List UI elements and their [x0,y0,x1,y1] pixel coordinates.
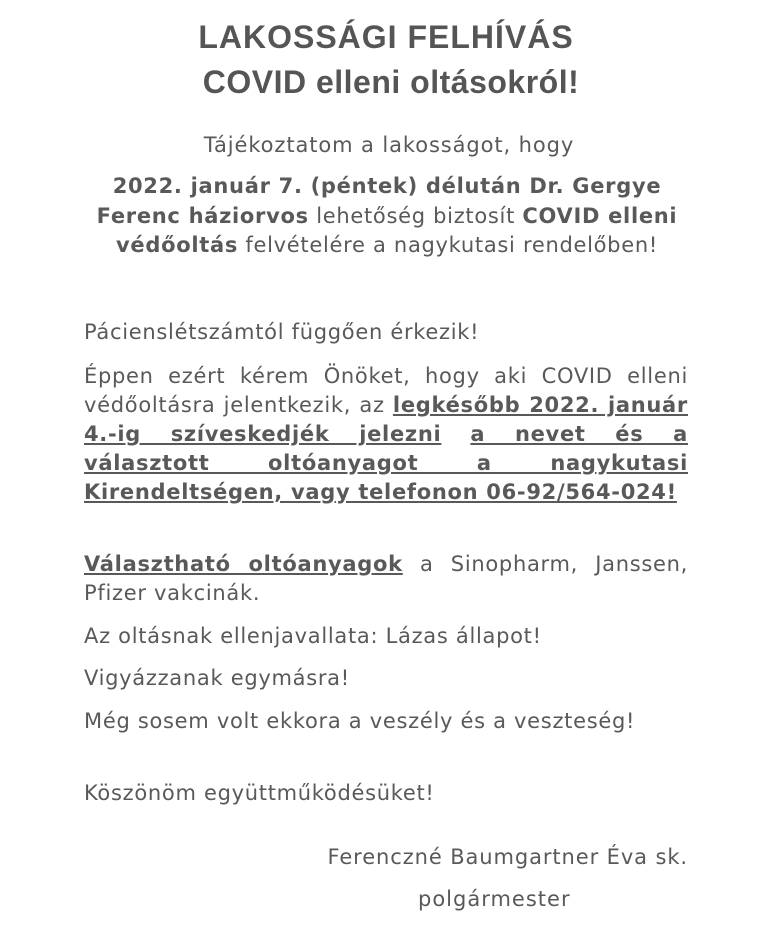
signature-role: polgármester [418,887,571,911]
paragraph-vaccines [84,550,688,608]
contact-instructions-text: a nevet és a választott oltóanyagot a nagykutasi Kirendeltségen, vagy telefonon 06-92/564-024! [84,422,688,504]
paragraph-patient-count: Pácienslétszámtól függően érkezik! [84,320,480,344]
paragraph-thanks: Köszönöm együttműködésüket! [84,781,435,805]
paragraph-danger: Még sosem volt ekkora a veszély és a veszteség! [84,709,636,733]
paragraph-contraindication: Az oltásnak ellenjavallata: Lázas állapot! [84,624,542,648]
intro-text: Tájékoztatom a lakosságot, hogy [203,133,575,157]
deadline-text: legkésőbb 2022. január 4.-ig szíveskedjék jelezni [84,393,688,446]
date-doctor-text: 2022. január 7. (péntek) délután Dr. Gergye Ferenc háziorvos [96,174,662,228]
registration-space [441,422,470,446]
announcement-mid-text: lehetőség biztosít [308,203,523,228]
title-line-2: COVID elleni oltásokról! [202,64,580,100]
announcement-tail-text: felvételére a nagykutasi rendelőben! [238,233,658,257]
title-line-1: LAKOSSÁGI FELHÍVÁS [198,19,574,55]
paragraph-registration [84,362,688,507]
vaccines-heading: Választható oltóanyagok [84,552,403,576]
announcement-block [84,172,690,261]
signature-name: Ferenczné Baumgartner Éva sk. [327,845,688,869]
vaccines-list-text: a Sinopharm, Janssen, Pfizer vakcinák. [84,552,689,605]
vaccine-text: COVID elleni védőoltás [116,203,678,257]
paragraph-take-care: Vigyázzanak egymásra! [84,666,350,690]
registration-plain-text: Éppen ezért kérem Önöket, hogy aki COVID elleni védőoltásra jelentkezik, az [84,364,688,417]
